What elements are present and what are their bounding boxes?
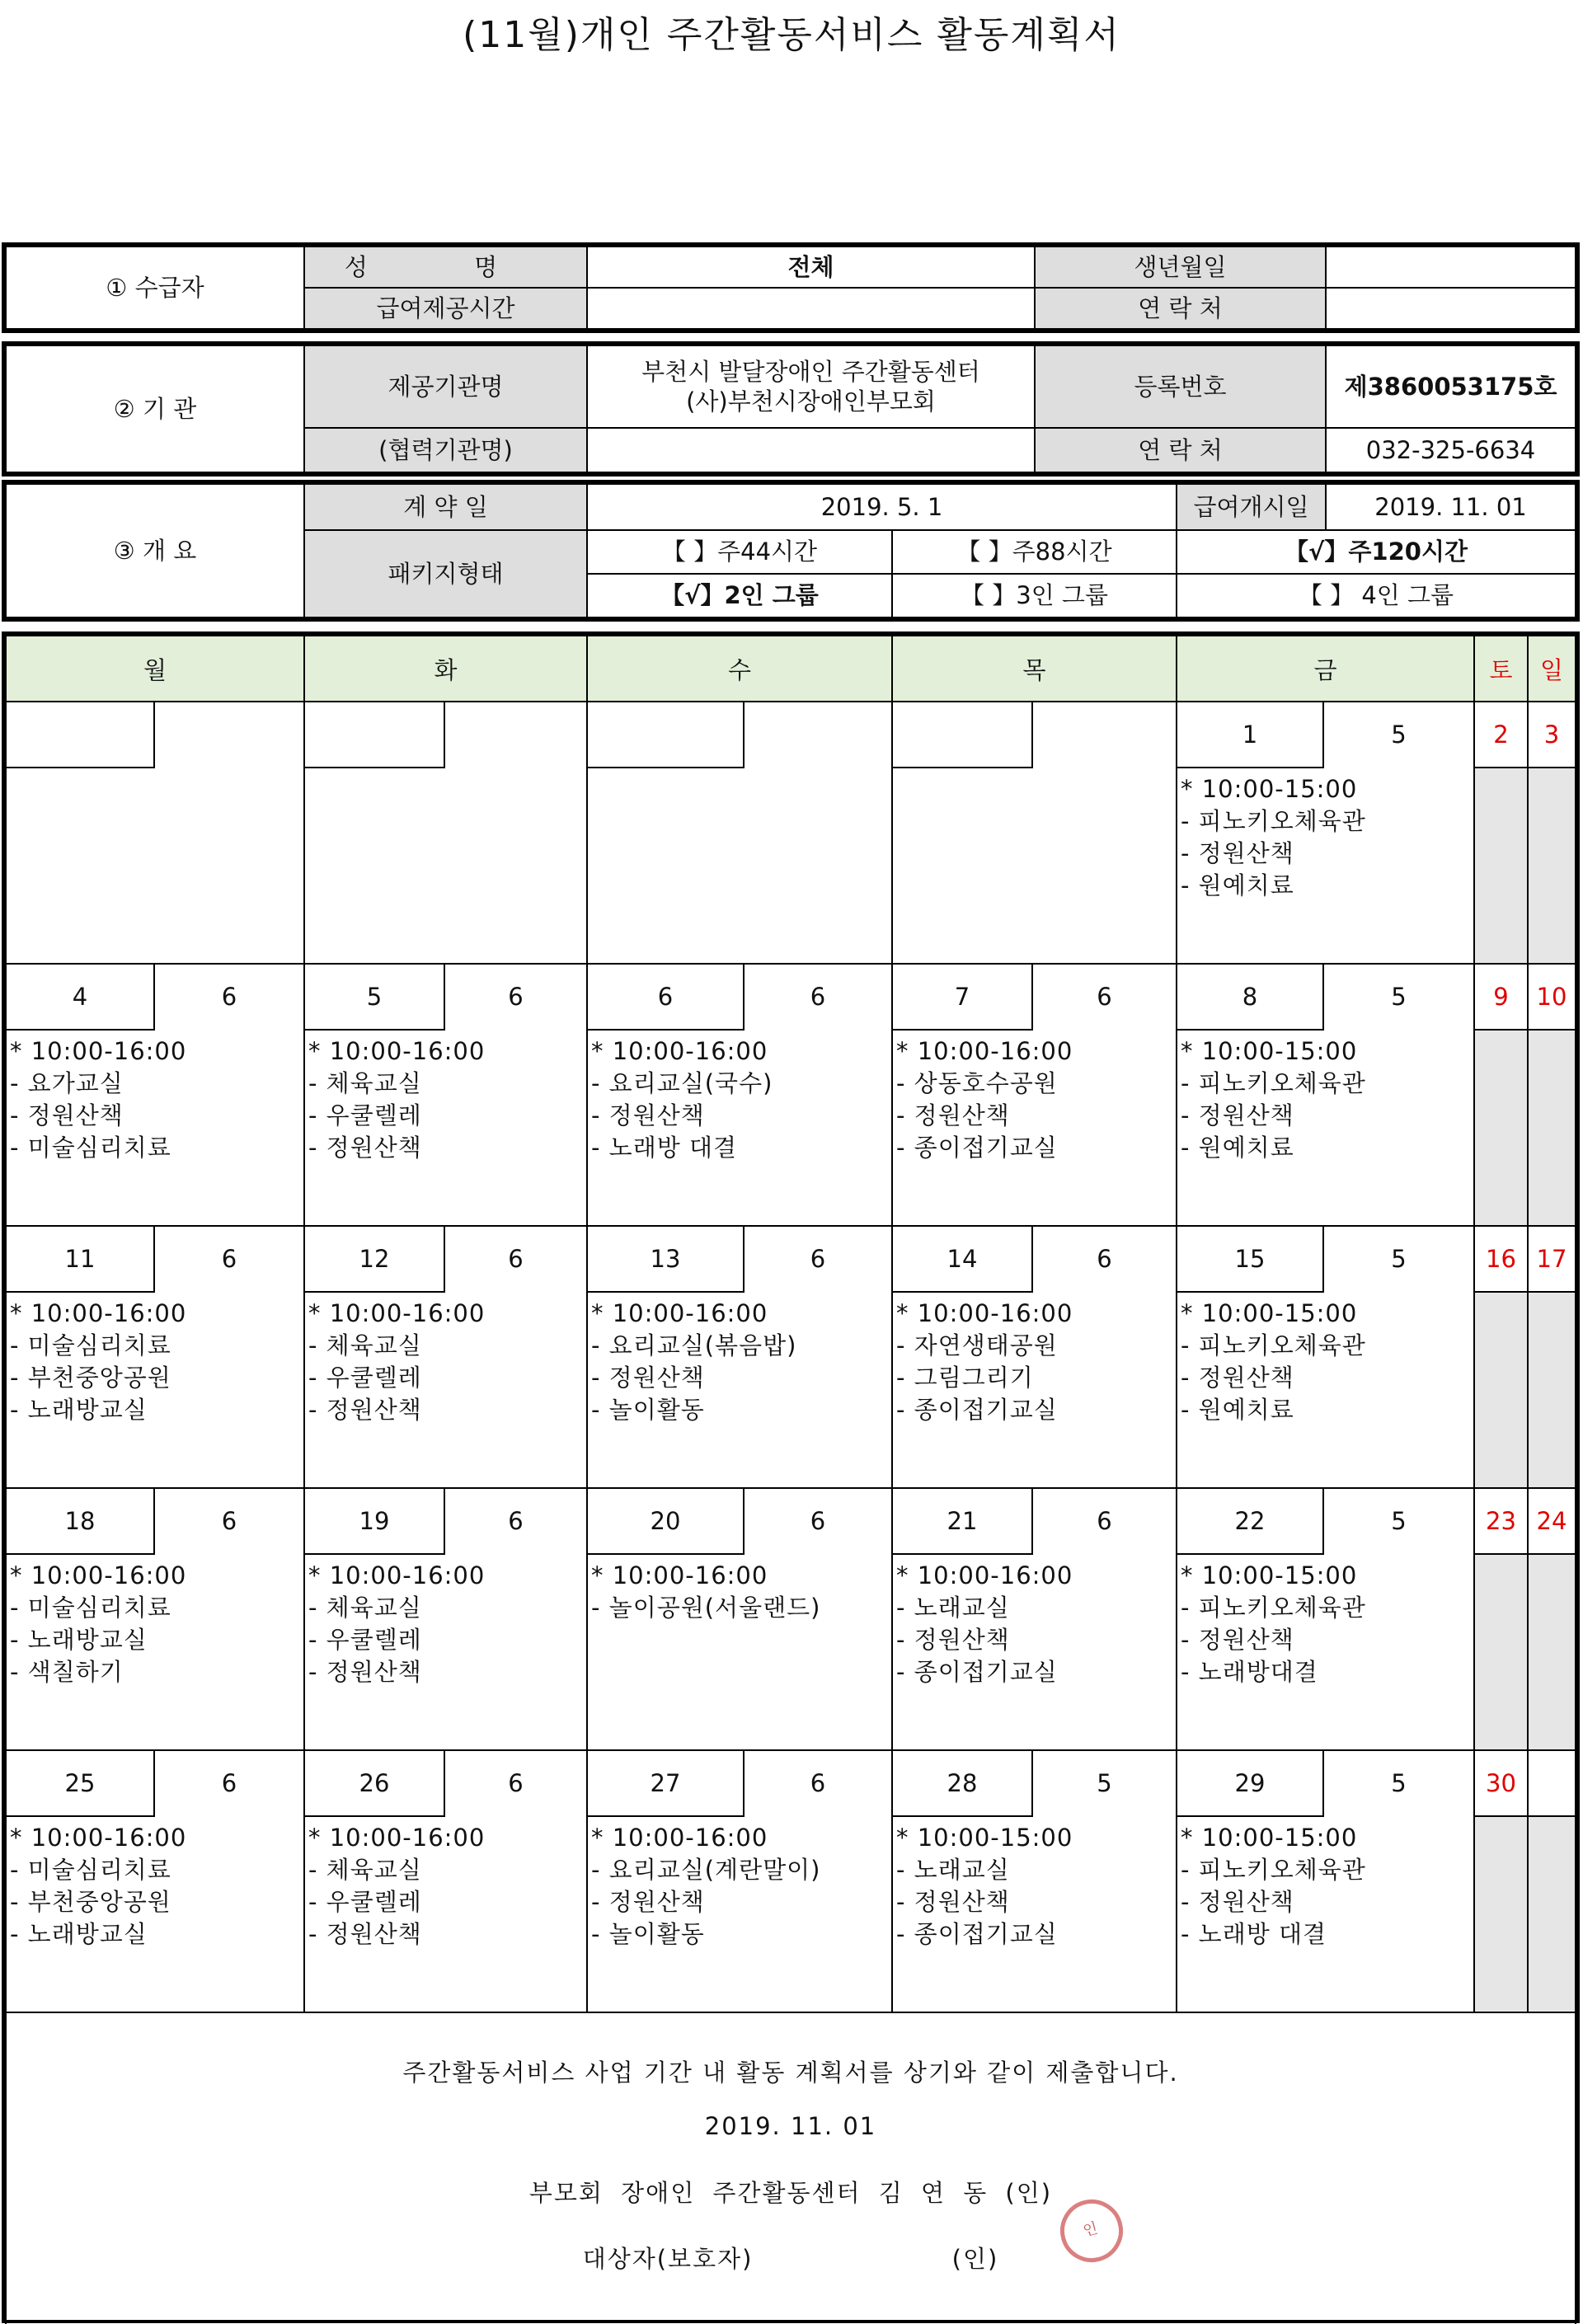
day-cell (304, 964, 587, 1226)
weekday-thu: 목 (892, 636, 1177, 702)
signer-line: 부모회 장애인 주간활동센터 김 연 동 (인) (528, 2179, 1053, 2207)
day-hours: 6 (221, 1245, 237, 1273)
day-number (588, 702, 745, 768)
sunday-cell (1528, 1488, 1576, 1750)
day-cell (304, 1488, 587, 1750)
provider-org: (사)부천시장애인부모회 (686, 387, 936, 416)
day-number: 29 (1177, 1751, 1324, 1817)
contract-value: 2019. 5. 1 (587, 484, 1177, 530)
day-cell (304, 1226, 587, 1488)
package-120-option: 【√】주120시간 (1177, 530, 1576, 574)
day-cell (587, 1488, 892, 1750)
service-time-value (587, 288, 1035, 329)
guardian-line: 대상자(보호자) (인) (582, 2245, 999, 2273)
day-cell-body (7, 702, 303, 963)
overview-section (2, 480, 1580, 622)
day-hours: 6 (508, 1507, 524, 1535)
calendar-week (6, 964, 1576, 1226)
day-hours: 5 (1391, 983, 1407, 1011)
sunday-cell (1528, 964, 1576, 1226)
saturday-cell (1474, 1750, 1528, 2012)
calendar-week (6, 702, 1576, 964)
day-activities: * 10:00-16:00 - 미술심리치료 - 노래방교실 - 색칠하기 (10, 1561, 187, 1686)
day-hours (1033, 702, 1176, 768)
day-number: 27 (588, 1751, 745, 1817)
sunday-cell (1528, 702, 1576, 964)
package-88-option: 【 】주88시간 (892, 530, 1177, 574)
day-number (893, 702, 1033, 768)
day-number: 7 (893, 965, 1033, 1031)
provider-name: 부천시 발달장애인 주간활동센터 (641, 357, 980, 386)
package-label: 패키지형태 (304, 530, 587, 617)
name-label: 성 명 (304, 246, 587, 288)
day-cell (892, 1750, 1177, 2012)
day-cell (6, 1488, 304, 1750)
day-hours (155, 702, 303, 768)
day-number: 11 (7, 1227, 155, 1293)
day-cell (892, 1488, 1177, 1750)
partner-value (587, 428, 1035, 472)
day-cell (587, 1750, 892, 2012)
agency-section (2, 341, 1580, 477)
day-number: 20 (588, 1489, 745, 1555)
saturday-number: 23 (1475, 1489, 1527, 1555)
sunday-number: 24 (1529, 1489, 1575, 1555)
day-number: 15 (1177, 1227, 1324, 1293)
sunday-cell (1528, 1226, 1576, 1488)
birth-label: 생년월일 (1035, 246, 1326, 288)
provider-label: 제공기관명 (304, 345, 587, 428)
day-number: 4 (7, 965, 155, 1031)
day-activities: * 10:00-15:00 - 피노키오체육관 - 정원산책 - 원예치료 (1181, 775, 1366, 899)
submission-date: 2019. 11. 01 (704, 2112, 877, 2140)
sunday-number: 3 (1529, 702, 1575, 768)
day-activities: * 10:00-15:00 - 피노키오체육관 - 정원산책 - 노래방 대결 (1181, 1824, 1366, 1948)
saturday-number: 16 (1475, 1227, 1527, 1293)
day-activities: * 10:00-16:00 - 미술심리치료 - 부천중앙공원 - 노래방교실 (10, 1299, 187, 1424)
day-hours: 6 (810, 1245, 826, 1273)
reg-value: 제3860053175호 (1326, 345, 1576, 428)
saturday-cell (1474, 1488, 1528, 1750)
day-cell-body (893, 965, 1176, 1225)
provider-value (587, 345, 1035, 428)
day-cell (1177, 702, 1474, 964)
day-hours: 6 (1097, 1507, 1112, 1535)
day-cell (587, 1226, 892, 1488)
day-hours: 5 (1391, 721, 1407, 749)
submission-statement (6, 2012, 1576, 2324)
saturday-cell (1474, 702, 1528, 964)
day-activities: * 10:00-16:00 - 요리교실(계란말이) - 정원산책 - 놀이활동 (591, 1824, 821, 1948)
day-hours: 6 (1097, 983, 1112, 1011)
day-number: 14 (893, 1227, 1033, 1293)
saturday-cell (1474, 964, 1528, 1226)
day-number: 22 (1177, 1489, 1324, 1555)
day-number: 25 (7, 1751, 155, 1817)
day-hours (445, 702, 586, 768)
day-cell-body (7, 1751, 303, 2012)
day-activities: * 10:00-16:00 - 체육교실 - 우쿨렐레 - 정원산책 (308, 1561, 486, 1686)
day-activities: * 10:00-16:00 - 체육교실 - 우쿨렐레 - 정원산책 (308, 1037, 486, 1162)
day-number: 13 (588, 1227, 745, 1293)
day-cell-body (305, 965, 586, 1225)
contact-label: 연 락 처 (1035, 288, 1326, 329)
recipient-section (2, 242, 1580, 333)
day-number: 18 (7, 1489, 155, 1555)
weekday-sat: 토 (1474, 636, 1528, 702)
day-cell (6, 964, 304, 1226)
day-number: 12 (305, 1227, 445, 1293)
saturday-number: 9 (1475, 965, 1527, 1031)
service-time-label: 급여제공시간 (304, 288, 587, 329)
sunday-number (1529, 1751, 1575, 1817)
day-hours: 5 (1391, 1245, 1407, 1273)
day-hours: 6 (810, 1507, 826, 1535)
day-hours: 6 (508, 1245, 524, 1273)
day-cell (892, 702, 1177, 964)
overview-label: ③ 개 요 (6, 484, 304, 617)
day-hours: 5 (1391, 1769, 1407, 1797)
day-activities: * 10:00-16:00 - 놀이공원(서울랜드) (591, 1561, 821, 1622)
start-value: 2019. 11. 01 (1326, 484, 1576, 530)
day-cell-body (7, 1489, 303, 1749)
day-activities: * 10:00-16:00 - 노래교실 - 정원산책 - 종이접기교실 (896, 1561, 1073, 1686)
start-label: 급여개시일 (1177, 484, 1326, 530)
agency-label: ② 기 관 (6, 345, 304, 472)
weekday-header (6, 636, 1576, 702)
day-cell-body (893, 1227, 1176, 1487)
day-hours: 5 (1391, 1507, 1407, 1535)
sunday-cell (1528, 1750, 1576, 2012)
day-cell-body (305, 702, 586, 963)
day-cell (892, 1226, 1177, 1488)
day-cell (304, 1750, 587, 2012)
day-activities: * 10:00-16:00 - 상동호수공원 - 정원산책 - 종이접기교실 (896, 1037, 1073, 1162)
day-activities: * 10:00-15:00 - 피노키오체육관 - 정원산책 - 원예치료 (1181, 1299, 1366, 1424)
saturday-number: 30 (1475, 1751, 1527, 1817)
day-cell-body (1177, 702, 1473, 963)
calendar-week (6, 1750, 1576, 2012)
day-cell (587, 964, 892, 1226)
day-hours: 6 (221, 983, 237, 1011)
birth-value (1326, 246, 1576, 288)
weekday-sun: 일 (1528, 636, 1576, 702)
day-number: 21 (893, 1489, 1033, 1555)
calendar-week (6, 1226, 1576, 1488)
day-number (305, 702, 445, 768)
agency-contact-value: 032-325-6634 (1326, 428, 1576, 472)
day-cell-body (588, 1751, 891, 2012)
day-cell-body (588, 1227, 891, 1487)
day-hours: 5 (1097, 1769, 1112, 1797)
day-cell (6, 1226, 304, 1488)
day-cell-body (1177, 1489, 1473, 1749)
partner-label: (협력기관명) (304, 428, 587, 472)
sunday-number: 17 (1529, 1227, 1575, 1293)
statement-text: 주간활동서비스 사업 기간 내 활동 계획서를 상기와 같이 제출합니다. (402, 2059, 1179, 2087)
day-cell-body (7, 965, 303, 1225)
recipient-label: ① 수급자 (6, 246, 304, 329)
activity-calendar (2, 631, 1580, 2323)
weekday-tue: 화 (304, 636, 587, 702)
group-3-option: 【 】3인 그룹 (892, 574, 1177, 617)
day-activities: * 10:00-15:00 - 피노키오체육관 - 정원산책 - 원예치료 (1181, 1037, 1366, 1162)
day-number: 19 (305, 1489, 445, 1555)
day-activities: * 10:00-16:00 - 요리교실(국수) - 정원산책 - 노래방 대결 (591, 1037, 773, 1162)
day-cell (587, 702, 892, 964)
day-cell (1177, 1488, 1474, 1750)
day-cell-body (1177, 1227, 1473, 1487)
day-cell-body (893, 1751, 1176, 2012)
weekday-wed: 수 (587, 636, 892, 702)
day-activities: * 10:00-16:00 - 체육교실 - 우쿨렐레 - 정원산책 (308, 1299, 486, 1424)
day-cell-body (305, 1751, 586, 2012)
day-cell (304, 702, 587, 964)
day-activities: * 10:00-15:00 - 노래교실 - 정원산책 - 종이접기교실 (896, 1824, 1073, 1948)
day-number (7, 702, 155, 768)
day-cell-body (7, 1227, 303, 1487)
day-number: 5 (305, 965, 445, 1031)
weekday-mon: 월 (6, 636, 304, 702)
seal-text: 인 (1081, 2218, 1102, 2241)
day-activities: * 10:00-16:00 - 요리교실(볶음밥) - 정원산책 - 놀이활동 (591, 1299, 797, 1424)
day-cell-body (893, 702, 1176, 963)
day-hours: 6 (1097, 1245, 1112, 1273)
saturday-number: 2 (1475, 702, 1527, 768)
day-cell-body (305, 1227, 586, 1487)
day-hours: 6 (508, 1769, 524, 1797)
day-cell (6, 1750, 304, 2012)
day-cell (892, 964, 1177, 1226)
day-hours: 6 (810, 983, 826, 1011)
reg-label: 등록번호 (1035, 345, 1326, 428)
calendar-week (6, 1488, 1576, 1750)
agency-contact-label: 연 락 처 (1035, 428, 1326, 472)
weekday-fri: 금 (1177, 636, 1474, 702)
saturday-cell (1474, 1226, 1528, 1488)
day-number: 26 (305, 1751, 445, 1817)
day-number: 28 (893, 1751, 1033, 1817)
day-activities: * 10:00-16:00 - 미술심리치료 - 부천중앙공원 - 노래방교실 (10, 1824, 187, 1948)
day-number: 8 (1177, 965, 1324, 1031)
day-cell-body (588, 1489, 891, 1749)
day-hours: 6 (508, 983, 524, 1011)
page-title: (11월)개인 주간활동서비스 활동계획서 (463, 14, 1120, 56)
group-2-option: 【√】2인 그룹 (587, 574, 892, 617)
day-number: 6 (588, 965, 745, 1031)
contact-value (1326, 288, 1576, 329)
day-cell (1177, 1226, 1474, 1488)
day-cell-body (588, 702, 891, 963)
package-44-option: 【 】주44시간 (587, 530, 892, 574)
day-activities: * 10:00-16:00 - 자연생태공원 - 그림그리기 - 종이접기교실 (896, 1299, 1073, 1424)
day-hours (745, 702, 891, 768)
contract-label: 계 약 일 (304, 484, 587, 530)
day-activities: * 10:00-15:00 - 피노키오체육관 - 정원산책 - 노래방대결 (1181, 1561, 1366, 1686)
day-activities: * 10:00-16:00 - 체육교실 - 우쿨렐레 - 정원산책 (308, 1824, 486, 1948)
day-activities: * 10:00-16:00 - 요가교실 - 정원산책 - 미술심리치료 (10, 1037, 187, 1162)
day-number: 1 (1177, 702, 1324, 768)
day-cell-body (1177, 965, 1473, 1225)
day-hours: 6 (810, 1769, 826, 1797)
group-4-option: 【 】 4인 그룹 (1177, 574, 1576, 617)
name-value: 전체 (587, 246, 1035, 288)
day-cell-body (588, 965, 891, 1225)
day-cell-body (893, 1489, 1176, 1749)
day-cell-body (1177, 1751, 1473, 2012)
day-hours: 6 (221, 1769, 237, 1797)
sunday-number: 10 (1529, 965, 1575, 1031)
day-hours: 6 (221, 1507, 237, 1535)
day-cell (1177, 964, 1474, 1226)
day-cell (1177, 1750, 1474, 2012)
day-cell (6, 702, 304, 964)
day-cell-body (305, 1489, 586, 1749)
